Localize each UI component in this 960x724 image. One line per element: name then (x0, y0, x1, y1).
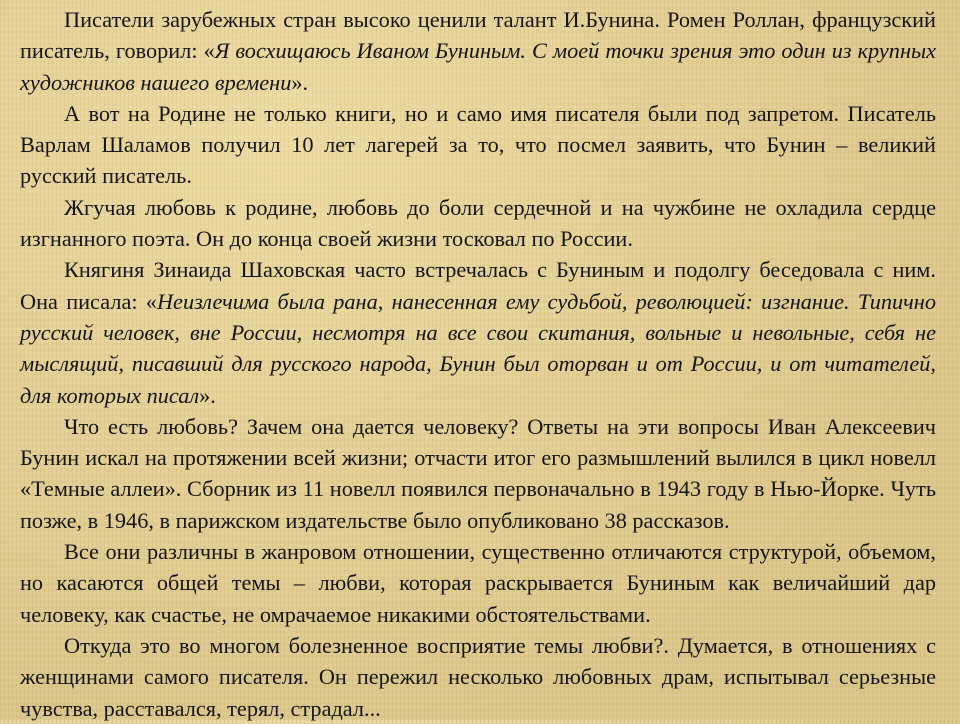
quote-close: ». (199, 382, 216, 408)
quote-rolland: Я восхищаюсь Иваном Буниным. С моей точки зрения это один из крупных художников нашего времени (20, 38, 937, 95)
paragraph-love-homeland: Жгучая любовь к родине, любовь до боли сердечной и на чужбине не охладила сердце изгнанного поэта. Он до конца своей жизни тосковал по России. (20, 194, 936, 252)
paragraph-dark-alleys: Что есть любовь? Зачем она дается человеку? Ответы на эти вопросы Иван Алексеевич Бунин искал на протяжении всей жизни; отчасти итог его размышлений вылился в цикл новелл «Темные аллеи». Сборник из 11 новелл появился первоначально в 1943 году в Нью-Йорке. Чуть позже, в 1946, в парижском издательстве было опубликовано 38 рассказов. (20, 413, 936, 533)
paragraph-shakhovskaya (20, 254, 936, 410)
paragraph-genres: Все они различны в жанровом отношении, существенно отличаются структурой, объемом, но касаются общей темы – любви, которая раскрывается Буниным как величайший дар человеку, как счастье, не омрачаемое никакими обстоятельствами. (20, 539, 936, 627)
quote-close: ». (291, 69, 309, 95)
paragraph-ban: А вот на Родине не только книги, но и само имя писателя были под запретом. Писатель Варлам Шаламов получил 10 лет лагерей за то, что посмел заявить, что Бунин – великий русский писатель. (20, 100, 936, 189)
paragraph-rolland (20, 4, 936, 98)
quote-shakhovskaya: Неизлечима была рана, нанесенная ему судьбой, революцией: изгнание. Типично русский человек, вне России, несмотря на все свои скитания, вольные и невольные, себя не мыслящий, писавший для русского народа, Бунин был оторван и от России, и от читателей, для которых писал (20, 288, 937, 408)
paragraph-origins: Откуда это во многом болезненное восприятие темы любви?. Думается, в отношениях с женщинами самого писателя. Он пережил несколько любовных драм, испытывал серьезные чувства, расставался, терял, страдал... (20, 632, 936, 721)
paragraph-text: Писатели зарубежных стран высоко ценили талант И.Бунина. Ромен Роллан, французский писатель, говорил: « (20, 7, 936, 64)
paragraph-text: Княгиня Зинаида Шаховская часто встречалась с Буниным и подолгу беседовала с ним. Она писала: « (20, 257, 936, 314)
text-body (20, 4, 936, 724)
